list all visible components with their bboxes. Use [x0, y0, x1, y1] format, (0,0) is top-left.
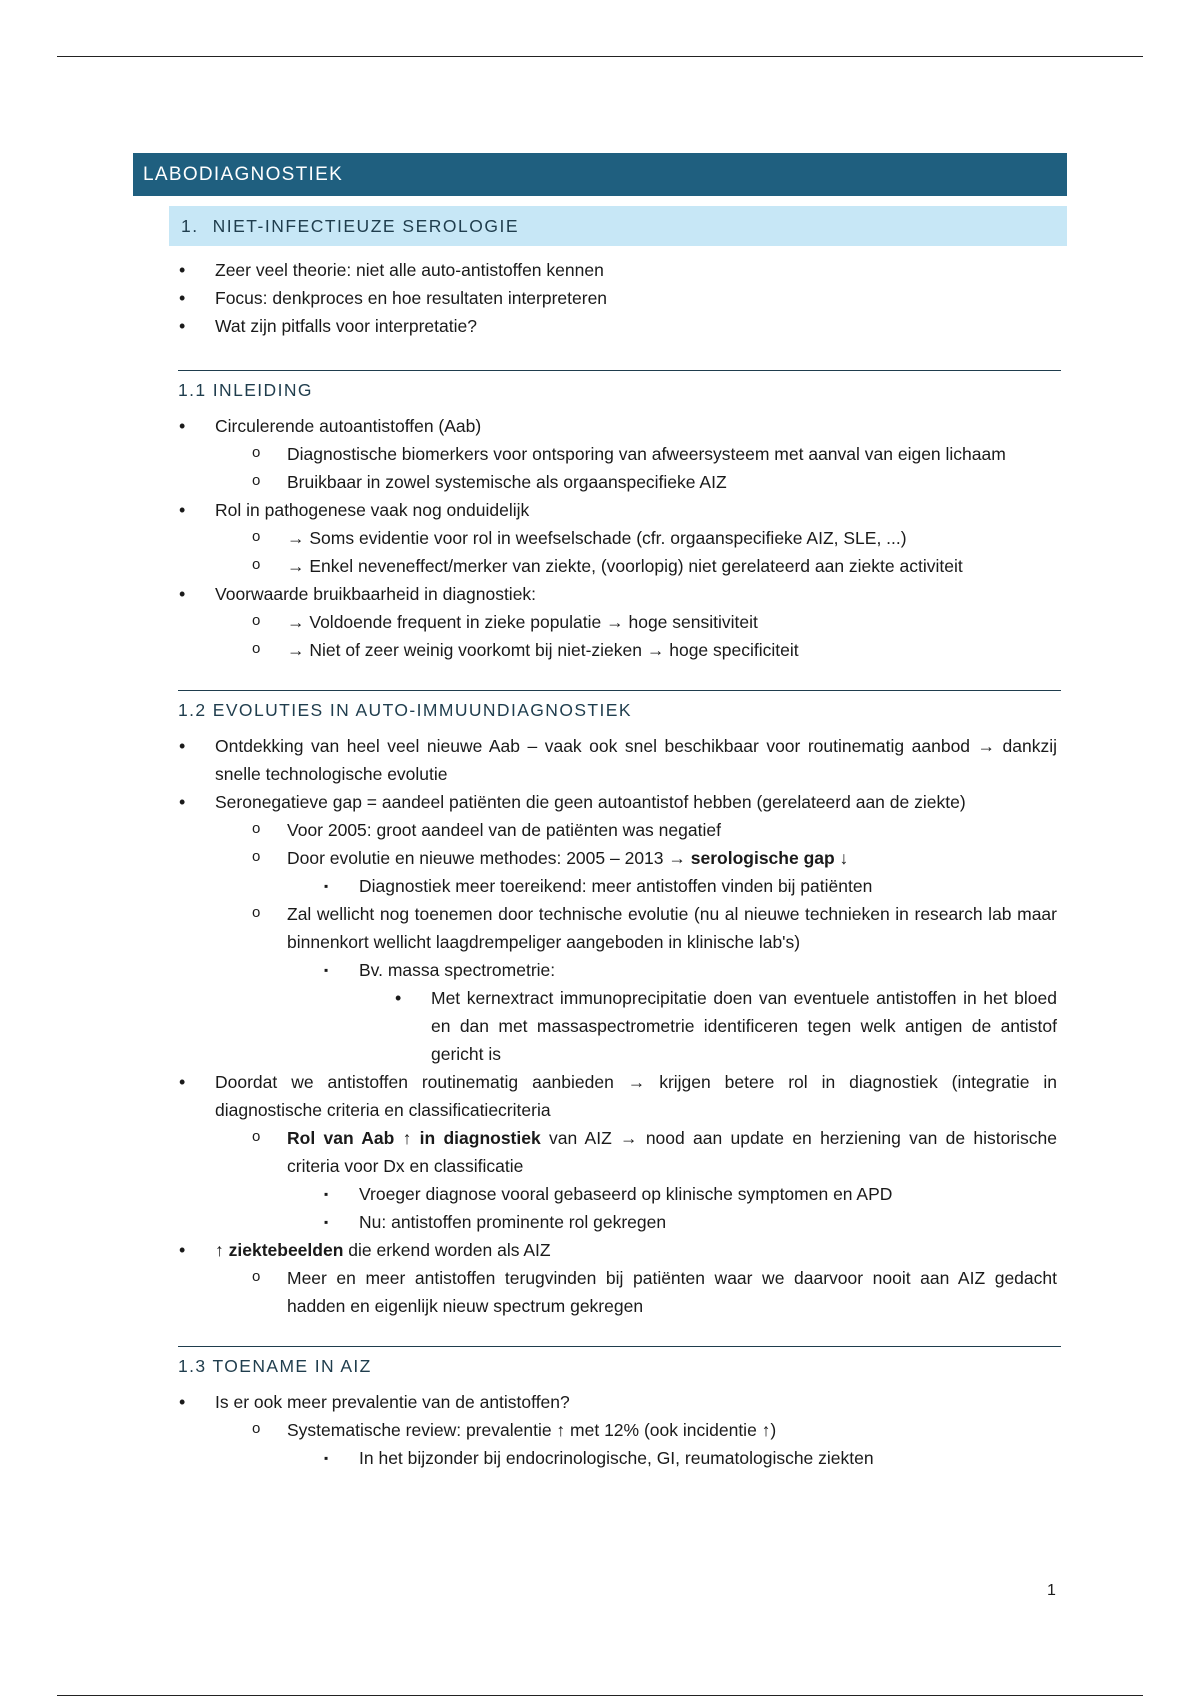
- emphasis-text: Rol van Aab ↑ in diagnostiek: [287, 1128, 541, 1148]
- footer-rule: [57, 1695, 1143, 1696]
- document-body: [133, 153, 1067, 1498]
- list-item-text: van AIZ → nood aan update en herziening van de historische criteria voor Dx en classificatie: [287, 1128, 1058, 1176]
- section-number: 1.: [181, 216, 199, 236]
- list-item: [215, 412, 1057, 496]
- header-rule: [57, 56, 1143, 57]
- list-item-text: die erkend worden als AIZ: [343, 1240, 551, 1260]
- list-item-text: Bv. massa spectrometrie:: [359, 960, 556, 980]
- list-item: [215, 1236, 1057, 1320]
- subsection-1-1-list: [133, 412, 1067, 664]
- list-item: [287, 900, 1057, 1068]
- list-item: o → Niet of zeer weinig voorkomt bij niet-zieken → hoge specificiteit: [287, 636, 1057, 664]
- list-item-text: Doordat we antistoffen routinematig aanbieden → krijgen betere rol in diagnostiek (integratie in diagnostische criteria en classificatiecriteria: [215, 1072, 1057, 1120]
- chapter-heading: LABODIAGNOSTIEK: [133, 153, 1067, 196]
- list-item: ▪ Vroeger diagnose vooral gebaseerd op klinische symptomen en APD: [359, 1180, 1057, 1208]
- section-heading-1: [169, 206, 1067, 246]
- subsection-heading-1-3: 1.3 TOENAME IN AIZ: [178, 1346, 1061, 1380]
- list-item: [215, 580, 1057, 664]
- list-item: [359, 956, 1057, 1068]
- list-item: o → Soms evidentie voor rol in weefselschade (cfr. orgaanspecifieke AIZ, SLE, ...): [287, 524, 1057, 552]
- list-item: • Wat zijn pitfalls voor interpretatie?: [215, 312, 1057, 340]
- subsection-1-2-list: [133, 732, 1067, 1320]
- list-item: [215, 1068, 1057, 1236]
- list-item: o → Enkel neveneffect/merker van ziekte, (voorlopig) niet gerelateerd aan ziekte activiteit: [287, 552, 1057, 580]
- list-item: ▪ In het bijzonder bij endocrinologische, GI, reumatologische ziekten: [359, 1444, 1057, 1472]
- list-item: [287, 844, 1057, 900]
- list-item: [287, 1416, 1057, 1472]
- page-number: 1: [1047, 1582, 1056, 1599]
- list-item: o → Voldoende frequent in zieke populatie → hoge sensitiviteit: [287, 608, 1057, 636]
- list-item-text: Seronegatieve gap = aandeel patiënten die geen autoantistof hebben (gerelateerd aan de ziekte): [215, 792, 966, 812]
- list-item-text: Door evolutie en nieuwe methodes: 2005 – 2013 →: [287, 848, 691, 868]
- list-item: o Meer en meer antistoffen terugvinden bij patiënten waar we daarvoor nooit aan AIZ gedacht hadden en eigenlijk nieuw spectrum gekregen: [287, 1264, 1057, 1320]
- list-item-text: Voorwaarde bruikbaarheid in diagnostiek:: [215, 584, 537, 604]
- list-item-text: Circulerende autoantistoffen (Aab): [215, 416, 482, 436]
- list-item: • Met kernextract immunoprecipitatie doen van eventuele antistoffen in het bloed en dan met massaspectrometrie identificeren tegen welk antigen de antistof gericht is: [431, 984, 1057, 1068]
- list-item-text: Systematische review: prevalentie ↑ met 12% (ook incidentie ↑): [287, 1420, 777, 1440]
- section-title: NIET-INFECTIEUZE SEROLOGIE: [212, 216, 520, 236]
- emphasis-text: serologische gap ↓: [690, 848, 849, 868]
- list-item: ▪ Nu: antistoffen prominente rol gekregen: [359, 1208, 1057, 1236]
- list-item: o Voor 2005: groot aandeel van de patiënten was negatief: [287, 816, 1057, 844]
- emphasis-text: ↑ ziektebeelden: [215, 1240, 344, 1260]
- list-item: • Ontdekking van heel veel nieuwe Aab – vaak ook snel beschikbaar voor routinematig aanbod → dankzij snelle technologische evolutie: [215, 732, 1057, 788]
- subsection-1-3-list: [133, 1388, 1067, 1472]
- list-item: • Focus: denkproces en hoe resultaten interpreteren: [215, 284, 1057, 312]
- list-item-text: Zal wellicht nog toenemen door technische evolutie (nu al nieuwe technieken in research lab maar binnenkort wellicht laagdrempeliger aangeboden in klinische lab's): [287, 904, 1057, 952]
- list-item: o Bruikbaar in zowel systemische als orgaanspecifieke AIZ: [287, 468, 1057, 496]
- list-item: o Diagnostische biomerkers voor ontsporing van afweersysteem met aanval van eigen lichaam: [287, 440, 1057, 468]
- list-item-text: Rol in pathogenese vaak nog onduidelijk: [215, 500, 530, 520]
- subsection-heading-1-1: 1.1 INLEIDING: [178, 370, 1061, 404]
- list-item-text: Is er ook meer prevalentie van de antistoffen?: [215, 1392, 570, 1412]
- list-item: [287, 1124, 1057, 1236]
- subsection-heading-1-2: 1.2 EVOLUTIES IN AUTO-IMMUUNDIAGNOSTIEK: [178, 690, 1061, 724]
- list-item: • Zeer veel theorie: niet alle auto-antistoffen kennen: [215, 256, 1057, 284]
- list-item: [215, 788, 1057, 1068]
- list-item: [215, 496, 1057, 580]
- list-item: ▪ Diagnostiek meer toereikend: meer antistoffen vinden bij patiënten: [359, 872, 1057, 900]
- section1-bullets: [133, 256, 1067, 340]
- list-item: [215, 1388, 1057, 1472]
